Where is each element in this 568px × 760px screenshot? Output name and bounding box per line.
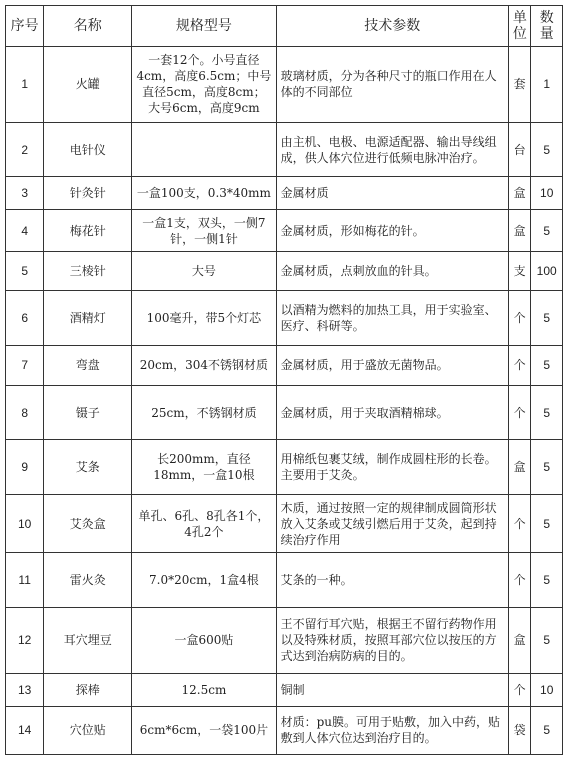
table-row <box>6 385 563 440</box>
cell-unit: 盒 <box>508 440 531 495</box>
table-row <box>6 495 563 553</box>
cell-desc: 金属材质，点刺放血的针具。 <box>276 251 508 290</box>
cell-name: 艾条 <box>44 440 132 495</box>
cell-desc: 艾条的一种。 <box>276 553 508 608</box>
cell-unit: 套 <box>508 47 531 123</box>
cell-name: 雷火灸 <box>44 553 132 608</box>
cell-spec: 7.0*20cm，1盒4根 <box>132 553 276 608</box>
cell-qty: 10 <box>531 177 563 210</box>
header-no: 序号 <box>6 6 44 47</box>
cell-no: 9 <box>6 440 44 495</box>
cell-qty: 1 <box>531 47 563 123</box>
cell-qty: 100 <box>531 251 563 290</box>
table-row <box>6 47 563 123</box>
cell-spec: 长200mm，直径18mm，一盒10根 <box>132 440 276 495</box>
cell-qty: 10 <box>531 673 563 706</box>
cell-unit: 盒 <box>508 177 531 210</box>
table-row <box>6 608 563 674</box>
table-row <box>6 346 563 385</box>
cell-qty: 5 <box>531 210 563 252</box>
cell-name: 穴位贴 <box>44 706 132 754</box>
cell-name: 耳穴埋豆 <box>44 608 132 674</box>
header-unit: 单位 <box>508 6 531 47</box>
table-row <box>6 673 563 706</box>
cell-spec <box>132 122 276 177</box>
cell-name: 酒精灯 <box>44 291 132 346</box>
cell-name: 梅花针 <box>44 210 132 252</box>
cell-spec: 一盒100支，0.3*40mm <box>132 177 276 210</box>
cell-no: 3 <box>6 177 44 210</box>
cell-no: 6 <box>6 291 44 346</box>
cell-spec: 12.5cm <box>132 673 276 706</box>
cell-desc: 王不留行耳穴贴，根据王不留行药物作用以及特殊材质，按照耳部穴位以按压的方式达到治病防病的目的。 <box>276 608 508 674</box>
cell-spec: 100毫升，带5个灯芯 <box>132 291 276 346</box>
cell-qty: 5 <box>531 440 563 495</box>
cell-qty: 5 <box>531 122 563 177</box>
cell-unit: 台 <box>508 122 531 177</box>
cell-unit: 个 <box>508 291 531 346</box>
cell-unit: 盒 <box>508 608 531 674</box>
header-name: 名称 <box>44 6 132 47</box>
cell-unit: 个 <box>508 673 531 706</box>
cell-spec: 一套12个。小号直径4cm，高度6.5cm；中号直径5cm，高度8cm；大号6cm，高度9cm <box>132 47 276 123</box>
cell-desc: 木质，通过按照一定的规律制成圆筒形状放入艾条或艾绒引燃后用于艾灸，起到持续治疗作用 <box>276 495 508 553</box>
cell-desc: 由主机、电极、电源适配器、输出导线组成，供人体穴位进行低频电脉冲治疗。 <box>276 122 508 177</box>
cell-spec: 6cm*6cm，一袋100片 <box>132 706 276 754</box>
cell-name: 火罐 <box>44 47 132 123</box>
cell-desc: 用棉纸包裹艾绒，制作成圆柱形的长卷。主要用于艾灸。 <box>276 440 508 495</box>
table-row <box>6 291 563 346</box>
cell-unit: 袋 <box>508 706 531 754</box>
cell-no: 14 <box>6 706 44 754</box>
header-desc: 技术参数 <box>276 6 508 47</box>
cell-name: 艾灸盒 <box>44 495 132 553</box>
cell-qty: 5 <box>531 495 563 553</box>
cell-no: 8 <box>6 385 44 440</box>
cell-qty: 5 <box>531 346 563 385</box>
cell-spec: 大号 <box>132 251 276 290</box>
cell-desc: 铜制 <box>276 673 508 706</box>
table-row <box>6 122 563 177</box>
cell-name: 探棒 <box>44 673 132 706</box>
cell-qty: 5 <box>531 553 563 608</box>
table-row <box>6 706 563 754</box>
cell-no: 4 <box>6 210 44 252</box>
cell-no: 2 <box>6 122 44 177</box>
cell-no: 12 <box>6 608 44 674</box>
table-row <box>6 440 563 495</box>
table-row <box>6 177 563 210</box>
header-row <box>6 6 563 47</box>
table-row <box>6 251 563 290</box>
cell-spec: 20cm，304不锈钢材质 <box>132 346 276 385</box>
cell-desc: 金属材质，用于盛放无菌物品。 <box>276 346 508 385</box>
cell-spec: 25cm，不锈钢材质 <box>132 385 276 440</box>
cell-qty: 5 <box>531 291 563 346</box>
cell-spec: 单孔、6孔、8孔各1个，4孔2个 <box>132 495 276 553</box>
cell-qty: 5 <box>531 385 563 440</box>
cell-desc: 以酒精为燃料的加热工具，用于实验室、医疗、科研等。 <box>276 291 508 346</box>
cell-name: 针灸针 <box>44 177 132 210</box>
cell-no: 5 <box>6 251 44 290</box>
cell-desc: 金属材质，形如梅花的针。 <box>276 210 508 252</box>
cell-no: 10 <box>6 495 44 553</box>
header-qty: 数量 <box>531 6 563 47</box>
cell-no: 11 <box>6 553 44 608</box>
cell-unit: 支 <box>508 251 531 290</box>
header-spec: 规格型号 <box>132 6 276 47</box>
table-row <box>6 553 563 608</box>
cell-desc: 材质：pu膜。可用于贴敷，加入中药，贴敷到人体穴位达到治疗目的。 <box>276 706 508 754</box>
cell-desc: 金属材质 <box>276 177 508 210</box>
table-row <box>6 210 563 252</box>
cell-no: 13 <box>6 673 44 706</box>
cell-unit: 个 <box>508 495 531 553</box>
cell-spec: 一盒600贴 <box>132 608 276 674</box>
cell-desc: 玻璃材质，分为各种尺寸的瓶口作用在人体的不同部位 <box>276 47 508 123</box>
cell-unit: 个 <box>508 385 531 440</box>
cell-desc: 金属材质，用于夹取酒精棉球。 <box>276 385 508 440</box>
cell-qty: 5 <box>531 608 563 674</box>
cell-spec: 一盒1支，双头，一侧7针，一侧1针 <box>132 210 276 252</box>
cell-no: 7 <box>6 346 44 385</box>
cell-name: 镊子 <box>44 385 132 440</box>
cell-no: 1 <box>6 47 44 123</box>
cell-unit: 盒 <box>508 210 531 252</box>
cell-name: 三棱针 <box>44 251 132 290</box>
cell-unit: 个 <box>508 346 531 385</box>
cell-name: 弯盘 <box>44 346 132 385</box>
equipment-table <box>5 5 563 755</box>
cell-name: 电针仪 <box>44 122 132 177</box>
cell-qty: 5 <box>531 706 563 754</box>
cell-unit: 个 <box>508 553 531 608</box>
